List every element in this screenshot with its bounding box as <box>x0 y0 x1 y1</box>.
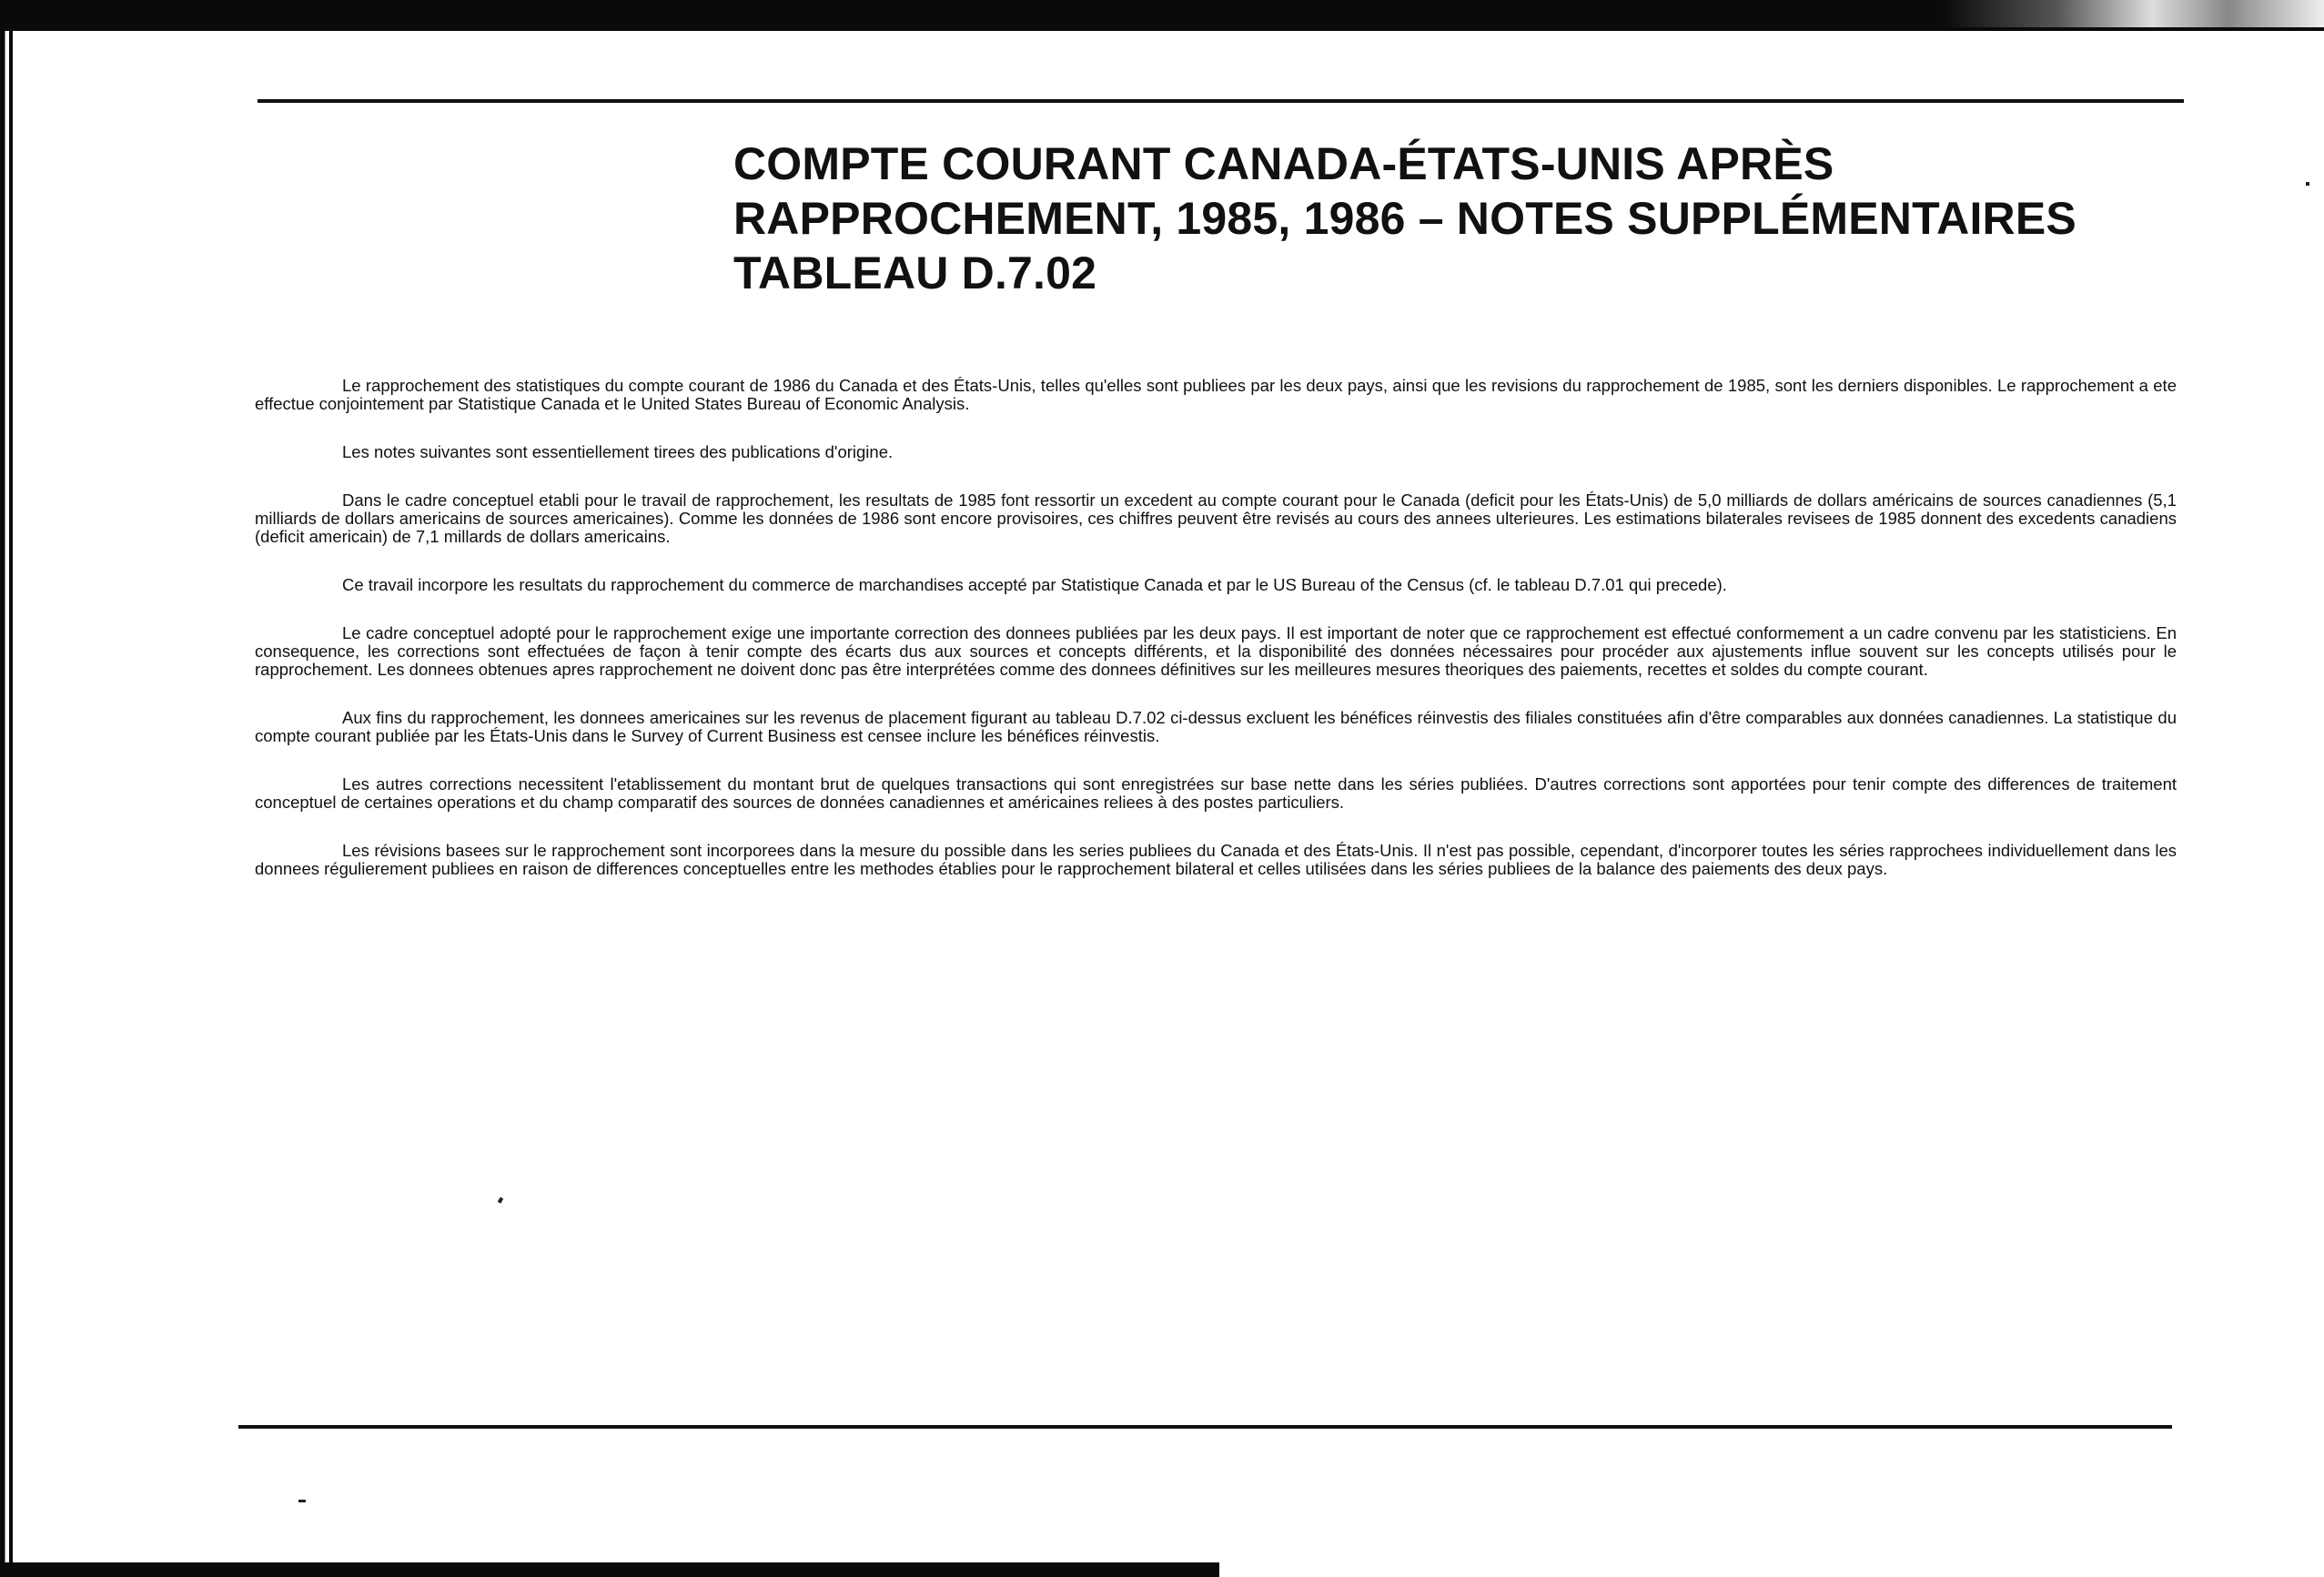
title-line-1: COMPTE COURANT CANADA-ÉTATS-UNIS APRÈS <box>733 138 1834 189</box>
scan-speck <box>498 1197 503 1203</box>
scan-border-left <box>0 31 13 1577</box>
paragraph: Les notes suivantes sont essentiellement tirees des publications d'origine. <box>342 442 894 461</box>
title-line-3: TABLEAU D.7.02 <box>733 248 1097 298</box>
bottom-rule <box>238 1425 2172 1429</box>
paragraph: Ce travail incorpore les resultats du rapprochement du commerce de marchandises accepté par Statistique Canada et par le US Bureau of the Census (cf. le tableau D.7.01 qui precede). <box>342 575 1727 594</box>
paragraph: Le rapprochement des statistiques du compte courant de 1986 du Canada et des États-Unis, telles qu'elles sont publiees par les deux pays, ainsi que les revisions du rapprochement de 1985, sont les derniers disponibles. Le rapprochement a ete effectue conjointement par Statistique Canada et le United States Bureau of Economic Analysis. <box>255 376 2177 413</box>
scan-border-bottom <box>0 1562 1219 1577</box>
paragraph: Dans le cadre conceptuel etabli pour le travail de rapprochement, les resultats de 1985 font ressortir un excedent au compte courant pour le Canada (deficit pour les États-Unis) de 5,0 milliards de dollars américains de sources canadiennes (5,1 milliards de dollars americains de sources americaines). Comme les données de 1986 sont encore provisoires, ces chiffres peuvent être revisés au cours des annees ulterieures. Les estimations bilaterales revisees de 1985 donnent des excedents canadiens (deficit americain) de 7,1 millards de dollars americains. <box>255 490 2177 546</box>
top-rule <box>258 99 2184 103</box>
page-title <box>733 136 2153 300</box>
title-line-2: RAPPROCHEMENT, 1985, 1986 – NOTES SUPPLÉMENTAIRES <box>733 193 2076 244</box>
scan-speck <box>2306 182 2309 186</box>
paragraph: Le cadre conceptuel adopté pour le rapprochement exige une importante correction des donnees publiées par les deux pays. Il est important de noter que ce rapprochement est effectué conformement a un cadre convenu par les statisticiens. En consequence, les corrections sont effectuées de façon à tenir compte des écarts dus aux sources et concepts différents, et la disponibilité des données nécessaires pour procéder aux ajustements influe souvent sur les concepts utilisés pour le rapprochement. Les donnees obtenues apres rapprochement ne doivent donc pas être interprétées comme des donnees définitives sur les meilleures mesures theoriques des paiements, recettes et soldes du compte courant. <box>255 623 2177 679</box>
scan-artifact-top-right <box>1942 0 2324 27</box>
notes-body <box>255 377 2177 908</box>
paragraph: Les révisions basees sur le rapprochement sont incorporees dans la mesure du possible dans les series publiees du Canada et des États-Unis. Il n'est pas possible, cependant, d'incorporer toutes les séries rapprochees individuellement dans les donnees régulierement publiees en raison de differences conceptuelles entre les methodes établies pour le rapprochement bilateral et celles utilisées dans les séries publiees de la balance des paiements des deux pays. <box>255 841 2177 878</box>
scan-speck <box>298 1500 306 1502</box>
paragraph: Aux fins du rapprochement, les donnees americaines sur les revenus de placement figurant au tableau D.7.02 ci-dessus excluent les bénéfices réinvestis des filiales constituées afin d'être comparables aux données canadiennes. La statistique du compte courant publiée par les États-Unis dans le Survey of Current Business est censee inclure les bénéfices réinvestis. <box>255 708 2177 745</box>
paragraph: Les autres corrections necessitent l'etablissement du montant brut de quelques transactions qui sont enregistrées sur base nette dans les séries publiées. D'autres corrections sont apportées pour tenir compte des differences de traitement conceptuel de certaines operations et du champ comparatif des sources de données canadiennes et américaines reliees à des postes particuliers. <box>255 774 2177 812</box>
